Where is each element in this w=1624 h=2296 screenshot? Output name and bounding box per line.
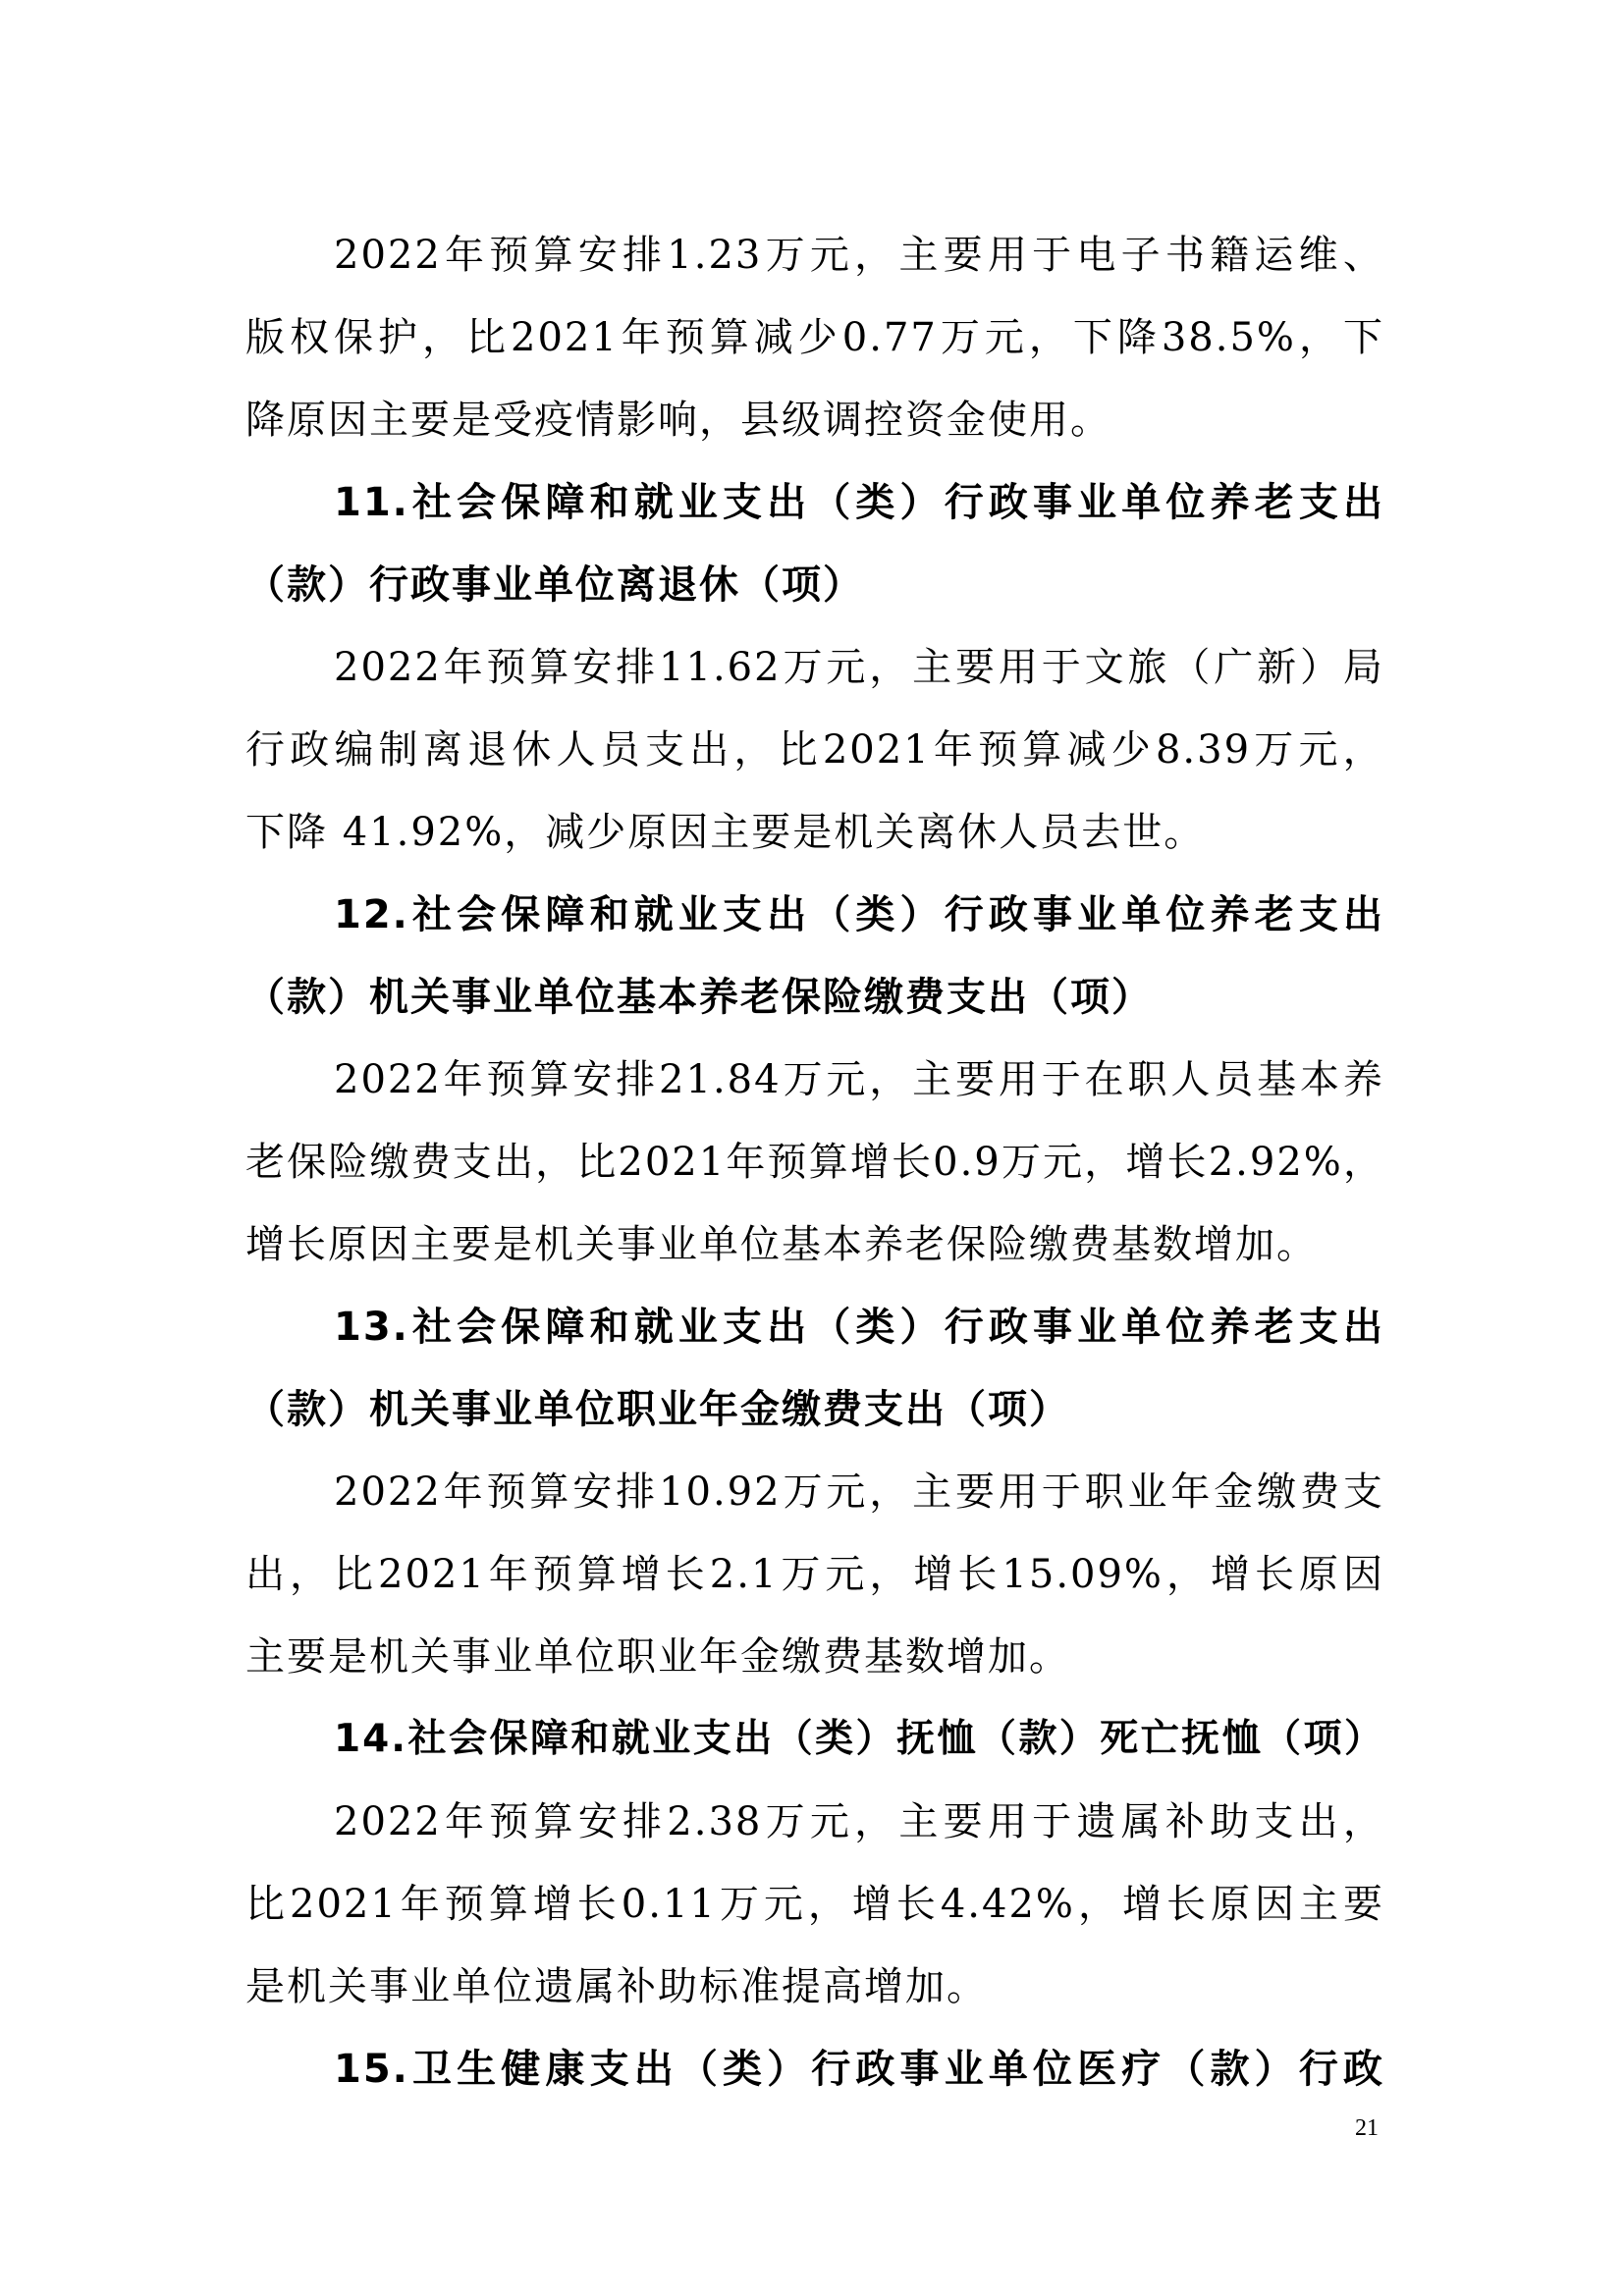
paragraph-line: 增长原因主要是机关事业单位基本养老保险缴费基数增加。 bbox=[245, 1222, 1318, 1267]
section-heading-line: （款）机关事业单位基本养老保险缴费支出（项） bbox=[245, 975, 1153, 1020]
section-heading-line: 11. 社 会 保 障 和 就 业 支 出 （ 类 ） 行 政 事 业 单 位 养 老 支 出 bbox=[334, 480, 1384, 525]
paragraph-line: 2022 年 预 算 安 排 2.38 万 元 ， 主 要 用 于 遗 属 补 助 支 出 ， bbox=[334, 1799, 1384, 1844]
paragraph-line: 比 2021 年 预 算 增 长 0.11 万 元 ， 增 长 4.42% ， 增 长 原 因 主 要 bbox=[245, 1882, 1384, 1927]
paragraph-line: 2022 年 预 算 安 排 11.62 万 元 ， 主 要 用 于 文 旅 （ 广 新 ） 局 bbox=[334, 645, 1384, 690]
section-heading-line: 14. 社 会 保 障 和 就 业 支 出 （ 类 ） 抚 恤 （ 款 ） 死 亡 抚 恤 （ 项 ） bbox=[334, 1717, 1384, 1761]
paragraph-line: 2022 年 预 算 安 排 21.84 万 元 ， 主 要 用 于 在 职 人 员 基 本 养 bbox=[334, 1057, 1384, 1102]
paragraph-line: 下降 41.92%，减少原因主要是机关离休人员去世。 bbox=[245, 810, 1206, 855]
paragraph-line: 2022 年 预 算 安 排 1.23 万 元 ， 主 要 用 于 电 子 书 籍 运 维 、 bbox=[334, 233, 1384, 278]
document-body bbox=[245, 214, 1384, 2110]
paragraph-line: 版 权 保 护 ， 比 2021 年 预 算 减 少 0.77 万 元 ， 下 降 38.5% ， 下 bbox=[245, 315, 1384, 360]
paragraph-line: 是机关事业单位遗属补助标准提高增加。 bbox=[245, 1964, 988, 2009]
page-number: 21 bbox=[1355, 2115, 1379, 2141]
paragraph-line: 主要是机关事业单位职业年金缴费基数增加。 bbox=[245, 1634, 1070, 1680]
paragraph-line: 降原因主要是受疫情影响，县级调控资金使用。 bbox=[245, 398, 1111, 443]
paragraph-line: 行 政 编 制 离 退 休 人 员 支 出 ， 比 2021 年 预 算 减 少 8.39 万 元 ， bbox=[245, 727, 1384, 773]
section-heading-line: 13. 社 会 保 障 和 就 业 支 出 （ 类 ） 行 政 事 业 单 位 养 老 支 出 bbox=[334, 1305, 1384, 1350]
section-heading-line: （款）机关事业单位职业年金缴费支出（项） bbox=[245, 1387, 1070, 1432]
section-heading-line: （款）行政事业单位离退休（项） bbox=[245, 562, 864, 608]
paragraph-line: 老 保 险 缴 费 支 出 ， 比 2021 年 预 算 增 长 0.9 万 元 ， 增 长 2.92% ， bbox=[245, 1140, 1384, 1185]
section-heading-line: 15. 卫 生 健 康 支 出 （ 类 ） 行 政 事 业 单 位 医 疗 （ 款 ） 行 政 bbox=[334, 2047, 1384, 2092]
section-heading-line: 12. 社 会 保 障 和 就 业 支 出 （ 类 ） 行 政 事 业 单 位 养 老 支 出 bbox=[334, 892, 1384, 937]
paragraph-line: 2022 年 预 算 安 排 10.92 万 元 ， 主 要 用 于 职 业 年 金 缴 费 支 bbox=[334, 1469, 1384, 1515]
paragraph-line: 出 ， 比 2021 年 预 算 增 长 2.1 万 元 ， 增 长 15.09% ， 增 长 原 因 bbox=[245, 1552, 1384, 1597]
